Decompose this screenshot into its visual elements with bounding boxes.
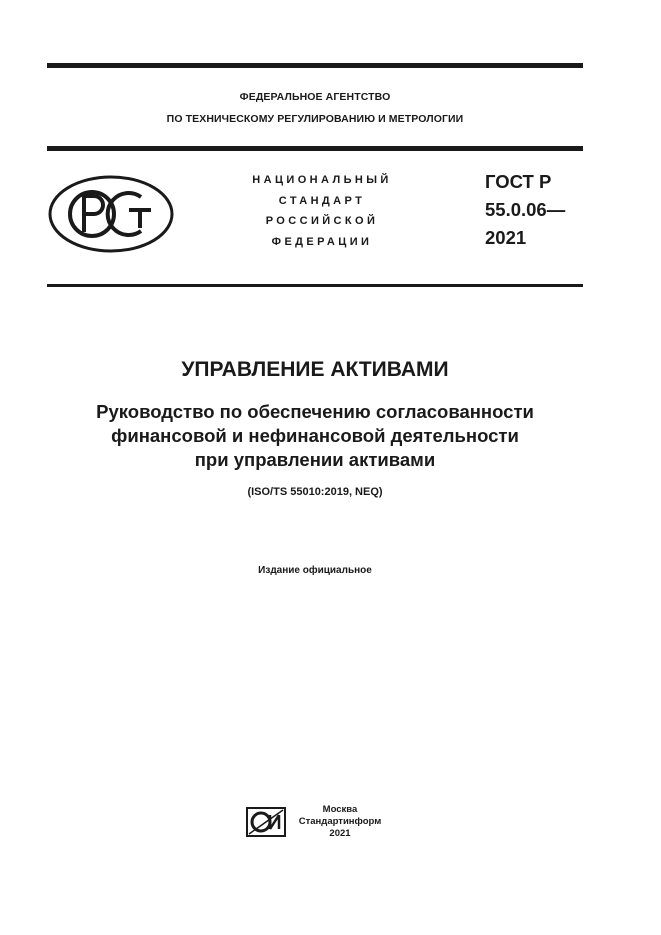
rst-gost-logo-icon <box>47 174 175 254</box>
middle-rule <box>47 284 583 287</box>
publisher-city: Москва <box>322 804 358 815</box>
gost-designation-line-2: 55.0.06— <box>485 199 566 220</box>
top-rule <box>47 63 583 68</box>
standard-line-4: ФЕДЕРАЦИИ <box>271 236 373 248</box>
iso-reference: (ISO/TS 55010:2019, NEQ) <box>247 486 383 498</box>
header-rule <box>47 146 583 151</box>
standard-line-2: СТАНДАРТ <box>278 195 366 207</box>
standard-line-1: НАЦИОНАЛЬНЫЙ <box>252 174 392 186</box>
document-title: УПРАВЛЕНИЕ АКТИВАМИ <box>181 358 449 381</box>
official-edition-label: Издание официальное <box>258 565 372 576</box>
publisher-year: 2021 <box>329 828 351 839</box>
gost-designation-line-3: 2021 <box>485 227 527 248</box>
publisher-name: Стандартинформ <box>298 816 382 827</box>
subtitle-line-3: при управлении активами <box>194 449 436 470</box>
gost-designation-line-1: ГОСТ Р <box>485 171 552 192</box>
standartinform-logo-icon <box>246 807 286 837</box>
standard-line-3: РОССИЙСКОЙ <box>265 215 379 227</box>
agency-line-2: ПО ТЕХНИЧЕСКОМУ РЕГУЛИРОВАНИЮ И МЕТРОЛОГИИ <box>166 113 464 125</box>
subtitle-line-1: Руководство по обеспечению согласованности <box>96 401 534 422</box>
subtitle-line-2: финансовой и нефинансовой деятельности <box>111 425 519 446</box>
agency-line-1: ФЕДЕРАЛЬНОЕ АГЕНТСТВО <box>239 91 391 103</box>
